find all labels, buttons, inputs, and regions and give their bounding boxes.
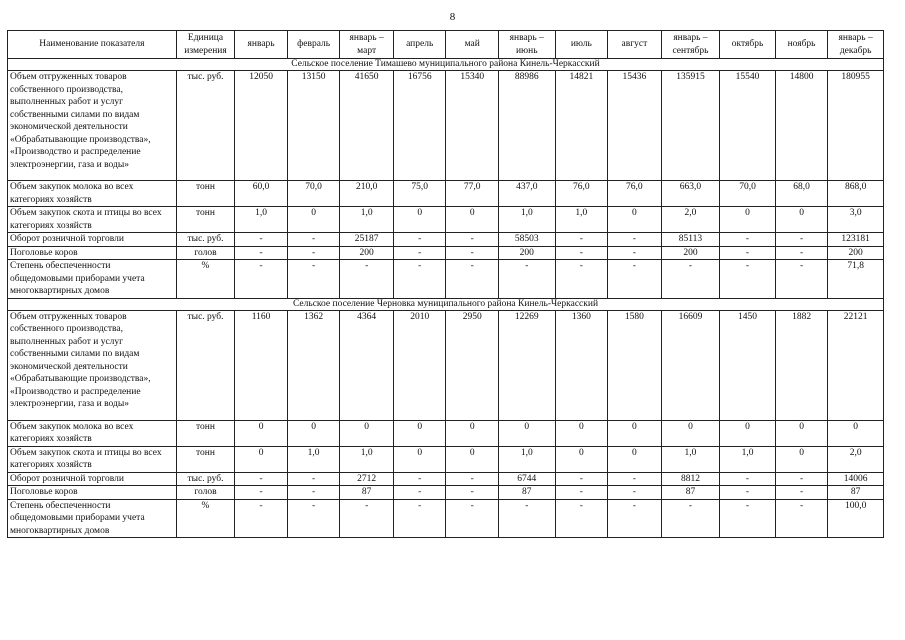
value-cell: 437,0 xyxy=(498,181,555,207)
value-cell: - xyxy=(720,260,776,299)
header-february: февраль xyxy=(287,31,340,59)
value-cell: 0 xyxy=(555,420,608,446)
indicator-name: Поголовье коров xyxy=(8,246,177,260)
value-cell: 1,0 xyxy=(340,207,394,233)
header-9m: январь – сентябрь xyxy=(661,31,720,59)
value-cell: - xyxy=(608,246,662,260)
table-row-livestock-purchases xyxy=(8,207,884,233)
value-cell: - xyxy=(287,246,340,260)
value-cell: 1362 xyxy=(287,310,340,420)
unit-cell: тонн xyxy=(176,207,235,233)
value-cell: - xyxy=(287,486,340,500)
value-cell: - xyxy=(608,472,662,486)
value-cell: 60,0 xyxy=(235,181,288,207)
value-cell: 16609 xyxy=(661,310,720,420)
unit-cell: % xyxy=(176,260,235,299)
value-cell: - xyxy=(775,260,828,299)
section-row xyxy=(8,59,884,71)
value-cell: - xyxy=(393,233,446,247)
table-row-retail-turnover xyxy=(8,472,884,486)
value-cell: 0 xyxy=(720,207,776,233)
value-cell: 0 xyxy=(235,446,288,472)
value-cell: 0 xyxy=(775,446,828,472)
header-april: апрель xyxy=(393,31,446,59)
table-row-milk-purchases xyxy=(8,420,884,446)
value-cell: - xyxy=(775,246,828,260)
value-cell: - xyxy=(287,260,340,299)
value-cell: - xyxy=(661,499,720,538)
table-row-livestock-purchases xyxy=(8,446,884,472)
value-cell: - xyxy=(720,486,776,500)
value-cell: 0 xyxy=(828,420,884,446)
indicator-name: Степень обеспеченности общедомовыми приборами учета многоквартирных домов xyxy=(8,499,177,538)
header-h1: январь – июнь xyxy=(498,31,555,59)
value-cell: 1360 xyxy=(555,310,608,420)
value-cell: 868,0 xyxy=(828,181,884,207)
section-row xyxy=(8,298,884,310)
value-cell: - xyxy=(498,260,555,299)
value-cell: 76,0 xyxy=(555,181,608,207)
value-cell: 4364 xyxy=(340,310,394,420)
value-cell: 210,0 xyxy=(340,181,394,207)
value-cell: - xyxy=(235,260,288,299)
value-cell: - xyxy=(608,486,662,500)
value-cell: 2,0 xyxy=(661,207,720,233)
value-cell: 2010 xyxy=(393,310,446,420)
value-cell: - xyxy=(287,499,340,538)
unit-cell: тонн xyxy=(176,420,235,446)
indicator-name: Объем закупок скота и птицы во всех категориях хозяйств xyxy=(8,446,177,472)
value-cell: 2712 xyxy=(340,472,394,486)
value-cell: 87 xyxy=(340,486,394,500)
value-cell: 0 xyxy=(608,207,662,233)
table-row-shipped-goods xyxy=(8,71,884,181)
value-cell: 135915 xyxy=(661,71,720,181)
indicator-name: Поголовье коров xyxy=(8,486,177,500)
value-cell: 14800 xyxy=(775,71,828,181)
value-cell: 87 xyxy=(661,486,720,500)
table-row-meter-coverage xyxy=(8,499,884,538)
value-cell: - xyxy=(393,260,446,299)
value-cell: 87 xyxy=(498,486,555,500)
unit-cell: тонн xyxy=(176,446,235,472)
value-cell: 200 xyxy=(661,246,720,260)
indicator-name: Степень обеспеченности общедомовыми приборами учета многоквартирных домов xyxy=(8,260,177,299)
value-cell: 1,0 xyxy=(287,446,340,472)
value-cell: 15540 xyxy=(720,71,776,181)
unit-cell: тонн xyxy=(176,181,235,207)
indicator-name: Оборот розничной торговли xyxy=(8,472,177,486)
value-cell: 0 xyxy=(235,420,288,446)
value-cell: 1580 xyxy=(608,310,662,420)
value-cell: 85113 xyxy=(661,233,720,247)
table-body xyxy=(8,59,884,538)
value-cell: 70,0 xyxy=(287,181,340,207)
unit-cell: голов xyxy=(176,486,235,500)
value-cell: - xyxy=(446,246,499,260)
indicator-name: Объем отгруженных товаров собственного производства, выполненных работ и услуг собственными силами по видам экономической деятельности «Обрабатывающие производства», «Производство и распределение электроэнергии, газа и воды» xyxy=(8,310,177,420)
value-cell: 1450 xyxy=(720,310,776,420)
header-july: июль xyxy=(555,31,608,59)
value-cell: 0 xyxy=(608,420,662,446)
header-january: январь xyxy=(235,31,288,59)
value-cell: 1160 xyxy=(235,310,288,420)
header-unit: Единица измерения xyxy=(176,31,235,59)
value-cell: 13150 xyxy=(287,71,340,181)
unit-cell: тыс. руб. xyxy=(176,71,235,181)
value-cell: 123181 xyxy=(828,233,884,247)
value-cell: - xyxy=(287,233,340,247)
value-cell: - xyxy=(775,499,828,538)
value-cell: 88986 xyxy=(498,71,555,181)
value-cell: - xyxy=(446,486,499,500)
value-cell: 0 xyxy=(393,207,446,233)
value-cell: - xyxy=(661,260,720,299)
table-row-milk-purchases xyxy=(8,181,884,207)
value-cell: 0 xyxy=(498,420,555,446)
value-cell: 2,0 xyxy=(828,446,884,472)
value-cell: 0 xyxy=(775,420,828,446)
value-cell: - xyxy=(555,246,608,260)
value-cell: 2950 xyxy=(446,310,499,420)
value-cell: 0 xyxy=(393,420,446,446)
page-number: 8 xyxy=(449,11,456,23)
value-cell: - xyxy=(775,472,828,486)
value-cell: 3,0 xyxy=(828,207,884,233)
value-cell: 14006 xyxy=(828,472,884,486)
value-cell: 25187 xyxy=(340,233,394,247)
value-cell: 12050 xyxy=(235,71,288,181)
value-cell: - xyxy=(720,246,776,260)
value-cell: 0 xyxy=(446,420,499,446)
value-cell: 71,8 xyxy=(828,260,884,299)
value-cell: - xyxy=(446,472,499,486)
value-cell: 0 xyxy=(775,207,828,233)
value-cell: 0 xyxy=(608,446,662,472)
value-cell: 1,0 xyxy=(498,207,555,233)
value-cell: 15436 xyxy=(608,71,662,181)
value-cell: - xyxy=(393,499,446,538)
value-cell: 0 xyxy=(287,420,340,446)
value-cell: 87 xyxy=(828,486,884,500)
value-cell: 0 xyxy=(720,420,776,446)
unit-cell: голов xyxy=(176,246,235,260)
unit-cell: тыс. руб. xyxy=(176,472,235,486)
value-cell: - xyxy=(775,233,828,247)
indicator-name: Объем закупок скота и птицы во всех категориях хозяйств xyxy=(8,207,177,233)
value-cell: - xyxy=(393,486,446,500)
indicator-name: Объем закупок молока во всех категориях хозяйств xyxy=(8,181,177,207)
value-cell: 1,0 xyxy=(498,446,555,472)
value-cell: 12269 xyxy=(498,310,555,420)
value-cell: 0 xyxy=(340,420,394,446)
header-october: октябрь xyxy=(720,31,776,59)
value-cell: 14821 xyxy=(555,71,608,181)
value-cell: 16756 xyxy=(393,71,446,181)
value-cell: - xyxy=(446,499,499,538)
table-row-cow-count xyxy=(8,486,884,500)
value-cell: 1,0 xyxy=(720,446,776,472)
value-cell: - xyxy=(235,486,288,500)
header-year: январь – декабрь xyxy=(828,31,884,59)
value-cell: - xyxy=(555,499,608,538)
value-cell: 200 xyxy=(498,246,555,260)
value-cell: 0 xyxy=(287,207,340,233)
value-cell: 0 xyxy=(555,446,608,472)
value-cell: - xyxy=(235,472,288,486)
value-cell: - xyxy=(720,499,776,538)
value-cell: 0 xyxy=(661,420,720,446)
value-cell: 1,0 xyxy=(340,446,394,472)
indicator-name: Объем отгруженных товаров собственного производства, выполненных работ и услуг собственными силами по видам экономической деятельности «Обрабатывающие производства», «Производство и распределение электроэнергии, газа и воды» xyxy=(8,71,177,181)
value-cell: 68,0 xyxy=(775,181,828,207)
value-cell: 0 xyxy=(393,446,446,472)
value-cell: 58503 xyxy=(498,233,555,247)
value-cell: - xyxy=(555,260,608,299)
value-cell: 15340 xyxy=(446,71,499,181)
value-cell: - xyxy=(608,233,662,247)
value-cell: 75,0 xyxy=(393,181,446,207)
indicators-table xyxy=(7,30,884,538)
value-cell: - xyxy=(498,499,555,538)
unit-cell: тыс. руб. xyxy=(176,233,235,247)
value-cell: - xyxy=(235,246,288,260)
indicator-name: Оборот розничной торговли xyxy=(8,233,177,247)
indicator-name: Объем закупок молока во всех категориях хозяйств xyxy=(8,420,177,446)
value-cell: 663,0 xyxy=(661,181,720,207)
value-cell: 200 xyxy=(828,246,884,260)
value-cell: 76,0 xyxy=(608,181,662,207)
value-cell: 180955 xyxy=(828,71,884,181)
header-august: август xyxy=(608,31,662,59)
section-title: Сельское поселение Тимашево муниципального района Кинель-Черкасский xyxy=(8,59,884,71)
header-row xyxy=(8,31,884,59)
value-cell: 1,0 xyxy=(235,207,288,233)
value-cell: - xyxy=(608,260,662,299)
value-cell: 22121 xyxy=(828,310,884,420)
value-cell: - xyxy=(446,233,499,247)
value-cell: 200 xyxy=(340,246,394,260)
value-cell: - xyxy=(340,499,394,538)
value-cell: - xyxy=(608,499,662,538)
value-cell: 0 xyxy=(446,207,499,233)
header-november: ноябрь xyxy=(775,31,828,59)
value-cell: - xyxy=(235,499,288,538)
value-cell: - xyxy=(340,260,394,299)
value-cell: 0 xyxy=(446,446,499,472)
value-cell: - xyxy=(555,472,608,486)
value-cell: - xyxy=(446,260,499,299)
unit-cell: тыс. руб. xyxy=(176,310,235,420)
value-cell: - xyxy=(720,472,776,486)
header-q1: январь – март xyxy=(340,31,394,59)
value-cell: - xyxy=(555,486,608,500)
value-cell: 100,0 xyxy=(828,499,884,538)
unit-cell: % xyxy=(176,499,235,538)
value-cell: - xyxy=(720,233,776,247)
value-cell: - xyxy=(393,472,446,486)
value-cell: 1,0 xyxy=(661,446,720,472)
value-cell: 8812 xyxy=(661,472,720,486)
value-cell: 1882 xyxy=(775,310,828,420)
value-cell: 6744 xyxy=(498,472,555,486)
table-row-retail-turnover xyxy=(8,233,884,247)
header-may: май xyxy=(446,31,499,59)
value-cell: - xyxy=(287,472,340,486)
value-cell: - xyxy=(775,486,828,500)
section-title: Сельское поселение Черновка муниципального района Кинель-Черкасский xyxy=(8,298,884,310)
header-indicator-name: Наименование показателя xyxy=(8,31,177,59)
value-cell: - xyxy=(393,246,446,260)
value-cell: 70,0 xyxy=(720,181,776,207)
table-row-cow-count xyxy=(8,246,884,260)
value-cell: 77,0 xyxy=(446,181,499,207)
table-row-shipped-goods xyxy=(8,310,884,420)
value-cell: 1,0 xyxy=(555,207,608,233)
value-cell: 41650 xyxy=(340,71,394,181)
value-cell: - xyxy=(555,233,608,247)
table-row-meter-coverage xyxy=(8,260,884,299)
value-cell: - xyxy=(235,233,288,247)
